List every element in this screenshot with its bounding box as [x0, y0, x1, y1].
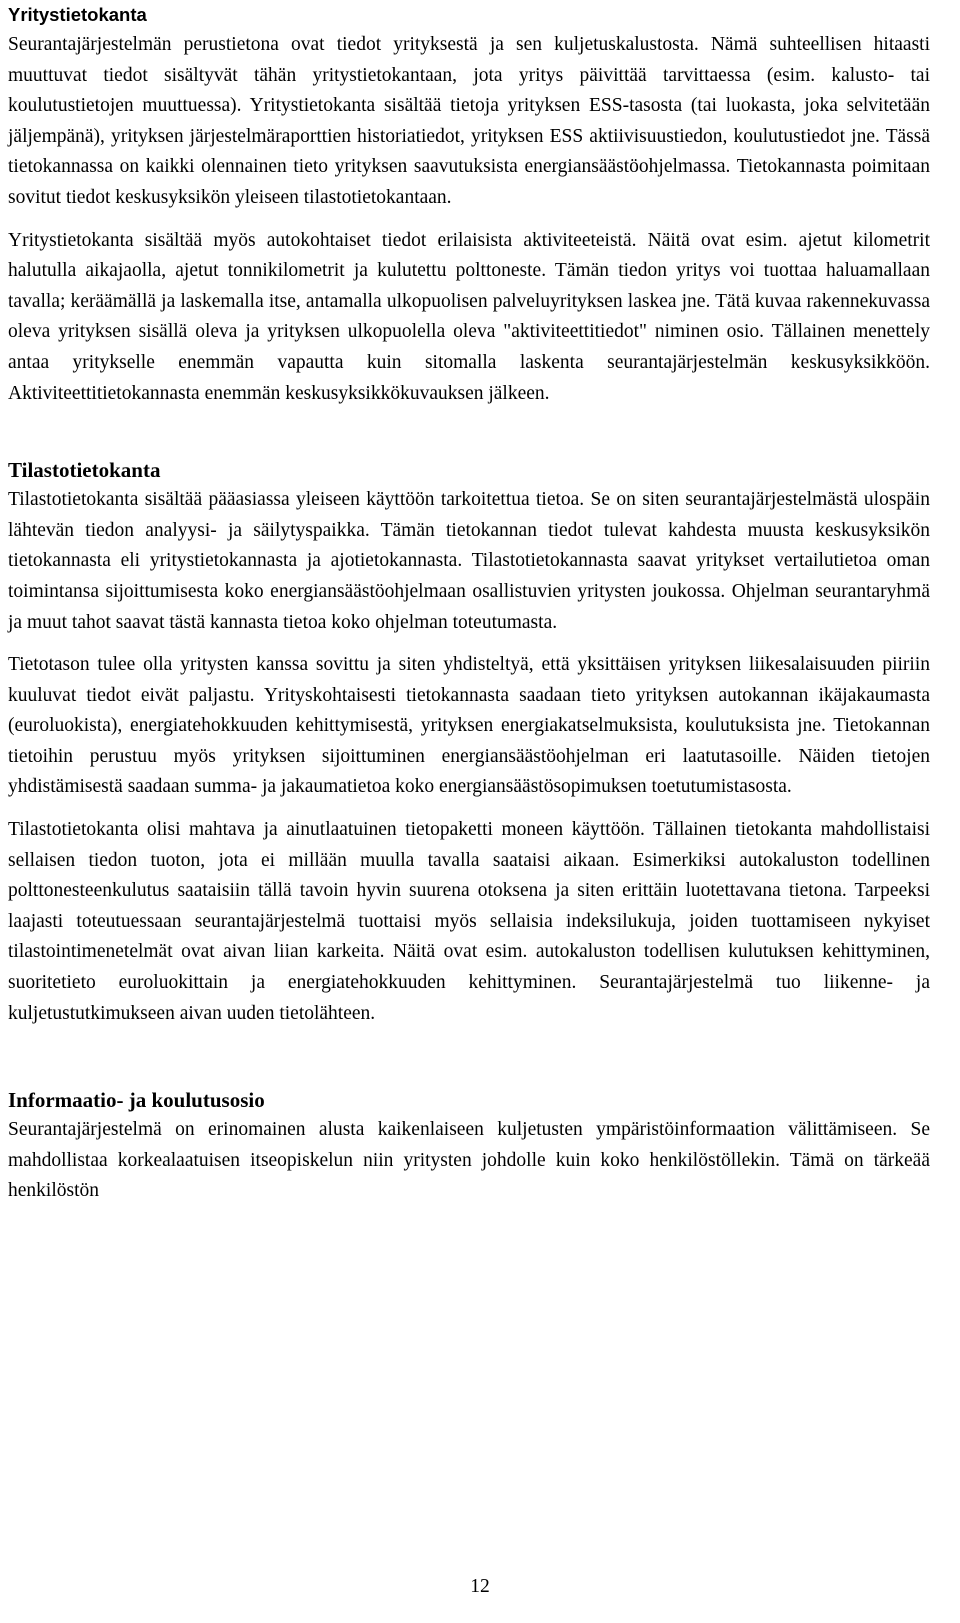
- section-heading: Informaatio- ja koulutusosio: [8, 1088, 265, 1113]
- section-heading: Tilastotietokanta: [8, 458, 161, 483]
- body-paragraph: Yritystietokanta sisältää myös autokohtaiset tiedot erilaisista aktiviteeteistä. Näitä ovat esim. ajetut kilometrit halutulla aikajaolla, ajetut tonnikilometrit ja kulutettu polttoneste. Tämän tiedon yritys voi tuottaa haluamallaan tavalla; keräämällä ja laskemalla itse, antamalla ulkopuolisen palveluyrityksen laskea jne. Tätä kuvaa rakennekuvassa oleva yrityksen sisällä oleva ja yrityksen ulkopuolella oleva "aktiviteettitiedot" niminen osio. Tällainen menettely antaa yritykselle enemmän vapautta kuin sitomalla laskenta seurantajärjestelmän keskusyksikköön. Aktiviteettitietokannasta enemmän keskusyksikkökuvauksen jälkeen.: [8, 229, 930, 404]
- body-paragraph: Tilastotietokanta olisi mahtava ja ainutlaatuinen tietopaketti moneen käyttöön. Tällainen tietokanta mahdollistaisi sellaisen tiedon tuoton, jota ei millään muulla tavalla saataisi aikaan. Esimerkiksi autokaluston todellinen polttonesteenkulutus saataisiin tällä tavoin hyvin suurena otoksena ja siten erittäin luotettavana tietona. Tarpeeksi laajasti toteutuessaan seurantajärjestelmä tuottaisi myös sellaisia indeksilukuja, joiden tuottamiseen nykyiset tilastointimenetelmät ovat aivan liian karkeita. Näitä ovat esim. autokaluston todellisen kulutuksen kehittyminen, suoritetieto euroluokittain ja energiatehokkuuden kehittyminen. Seurantajärjestelmä tuo liikenne- ja kuljetustutkimukseen aivan uuden tietolähteen.: [8, 819, 930, 1024]
- section-tilastotietokanta: [8, 455, 930, 1029]
- section-spacer: [8, 421, 930, 455]
- body-paragraph: Seurantajärjestelmä on erinomainen alusta kaikenlaiseen kuljetusten ympäristöinformaation välittämiseen. Se mahdollistaa korkealaatuisen itseopiskelun niin yritysten johdolle kuin koko henkilöstöllekin. Tämä on tärkeää henkilöstön: [8, 1119, 930, 1202]
- body-paragraph: Seurantajärjestelmän perustietona ovat tiedot yrityksestä ja sen kuljetuskalustosta. Nämä suhteellisen hitaasti muuttuvat tiedot sisältyvät tähän yritystietokantaan, jota yritys päivittää tarvittaessa (esim. kalusto- tai koulutustietojen muuttuessa). Yritystietokanta sisältää tietoja yrityksen ESS-tasosta (tai luokasta, joka selvitetään jäljempänä), yrityksen järjestelmäraporttien historiatiedot, yrityksen ESS aktiivisuustiedon, koulutustiedot jne. Tässä tietokannassa on kaikki olennainen tieto yrityksen saavutuksista energiansäästöohjelmassa. Tietokannasta poimitaan sovitut tiedot keskusyksikön yleiseen tilastotietokantaan.: [8, 34, 930, 208]
- section-informaatio-ja-koulutusosio: [8, 1085, 930, 1207]
- section-spacer: [8, 1041, 930, 1085]
- section-heading: Yritystietokanta: [8, 4, 147, 25]
- body-paragraph: Tilastotietokanta sisältää pääasiassa yleiseen käyttöön tarkoitettua tietoa. Se on siten seurantajärjestelmästä ulospäin lähtevän tiedon analyysi- ja säilytyspaikka. Tämän tietokannan tiedot tulevat kahdesta muusta keskusyksikön tietokannasta eli yritystietokannasta ja ajotietokannasta. Tilastotietokannasta saavat yritykset vertailutietoa oman toimintansa sijoittumisesta koko energiansäästöohjelmaan osallistuvien yritysten joukossa. Ohjelman seurantaryhmä ja muut tahot saavat tästä kannasta tietoa koko ohjelman toteutumasta.: [8, 489, 930, 633]
- section-yritystietokanta: [8, 0, 930, 409]
- body-paragraph: Tietotason tulee olla yritysten kanssa sovittu ja siten yhdisteltyä, että yksittäisen yrityksen liikesalaisuuden piiriin kuuluvat tiedot eivät paljastu. Yrityskohtaisesti tietokannasta saadaan tieto yrityksen autokannan ikäjakaumasta (euroluokista), energiatehokkuuden kehittymisestä, yrityksen energiakatselmuksista, koulutuksista jne. Tietokannan tietoihin perustuu myös yrityksen sijoittuminen energiansäästöohjelman eri laatutasoille. Näiden tietojen yhdistämisestä saadaan summa- ja jakaumatietoa koko energiansäästösopimuksen toetutumistasosta.: [8, 654, 930, 798]
- page-number: 12: [470, 1576, 490, 1597]
- document-page: [8, 0, 930, 1219]
